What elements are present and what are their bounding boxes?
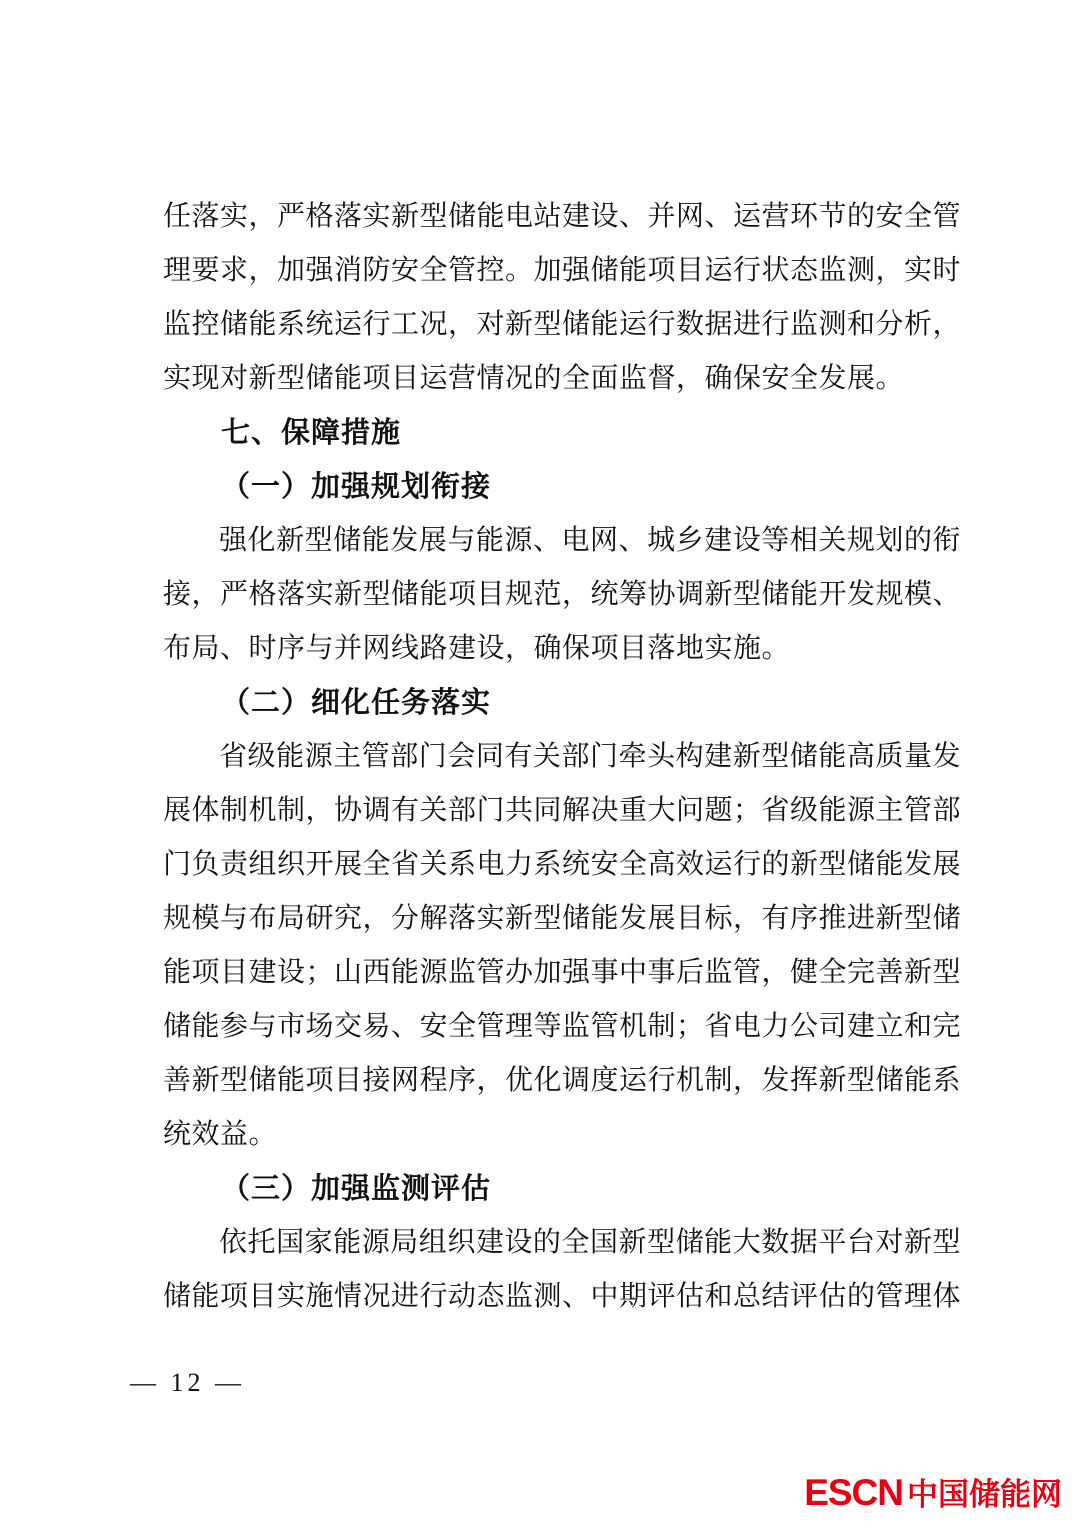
subsection-body-1: 强化新型储能发展与能源、电网、城乡建设等相关规划的衔接，严格落实新型储能项目规范，统筹协调新型储能开发规模、布局、时序与并网线路建设，确保项目落地实施。 <box>163 525 962 664</box>
escn-logo <box>804 1469 1062 1514</box>
page-number: — 12 — <box>130 1368 245 1397</box>
subsection-body-2: 省级能源主管部门会同有关部门牵头构建新型储能高质量发展体制机制，协调有关部门共同解决重大问题；省级能源主管部门负责组织开展全省关系电力系统安全高效运行的新型储能发展规模与布局研究，分解落实新型储能发展目标，有序推进新型储能项目建设；山西能源监管办加强事中事后监管，健全完善新型储能参与市场交易、安全管理等监管机制；省电力公司建立和完善新型储能项目接网程序，优化调度运行机制，发挥新型储能系统效益。 <box>163 741 962 1150</box>
continuation-paragraph: 任落实，严格落实新型储能电站建设、并网、运营环节的安全管理要求，加强消防安全管控。加强储能项目运行状态监测，实时监控储能系统运行工况，对新型储能运行数据进行监测和分析，实现对新型储能项目运营情况的全面监督，确保安全发展。 <box>163 201 962 394</box>
document-body <box>163 190 961 1324</box>
subsection-heading-1: （一）加强规划衔接 <box>221 471 492 503</box>
subsection-body-3: 依托国家能源局组织建设的全国新型储能大数据平台对新型储能项目实施情况进行动态监测、中期评估和总结评估的管理体 <box>163 1227 962 1312</box>
escn-logo-chinese: 中国储能网 <box>907 1477 1062 1512</box>
subsection-heading-2: （二）细化任务落实 <box>221 687 492 719</box>
escn-logo-latin: ESCN <box>804 1472 903 1513</box>
section-heading: 七、保障措施 <box>221 417 402 449</box>
subsection-heading-3: （三）加强监测评估 <box>221 1173 492 1205</box>
